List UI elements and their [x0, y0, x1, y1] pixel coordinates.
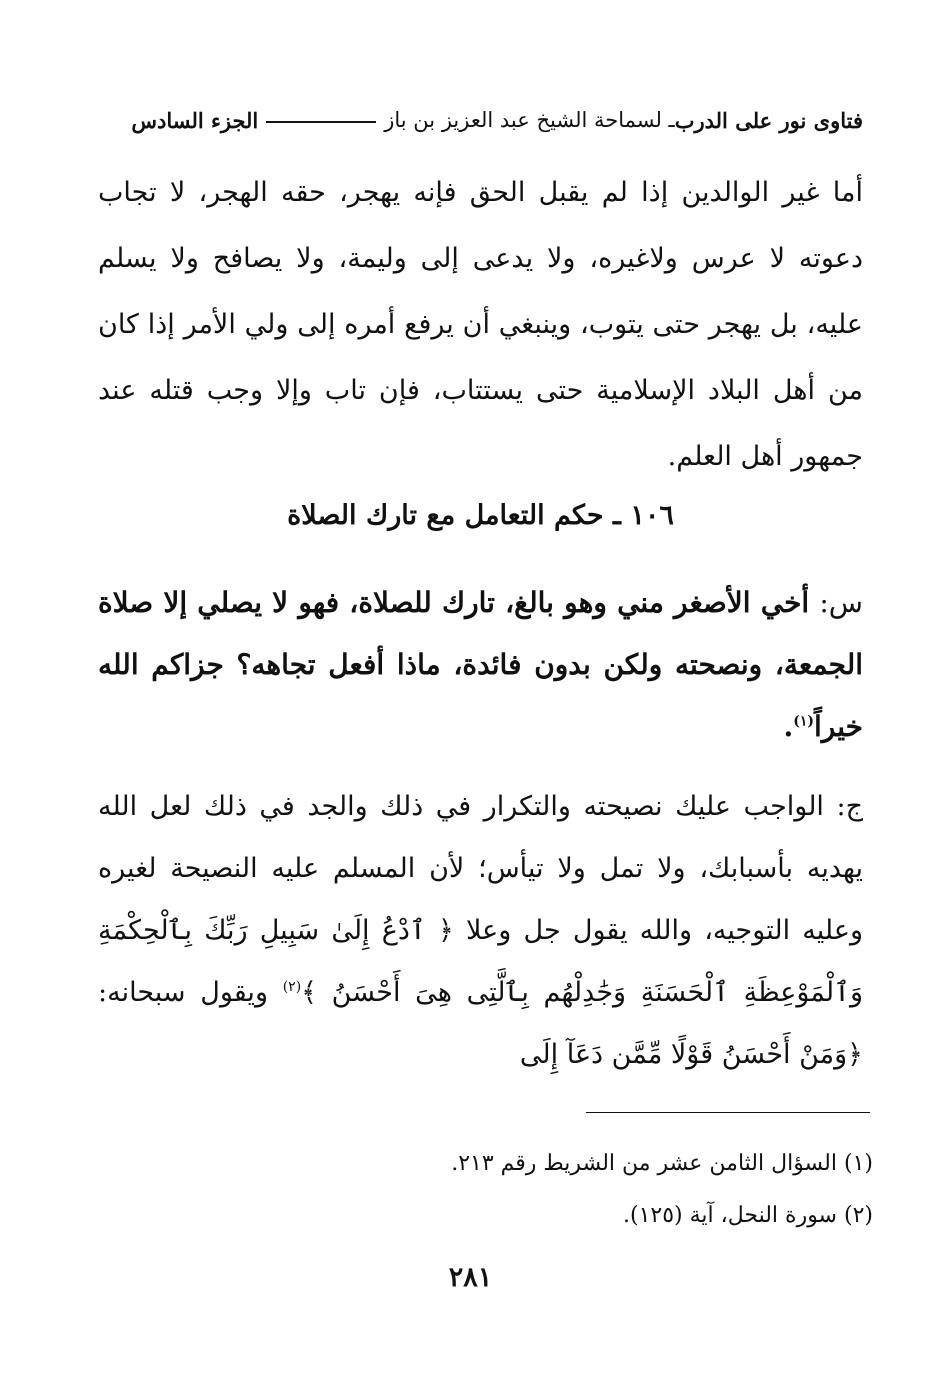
book-title: فتاوى نور على الدرب — [674, 107, 863, 133]
page-number: ٢٨١ — [448, 1262, 493, 1293]
answer-text: الواجب عليك نصيحته والتكرار في ذلك والجد في ذلك لعل الله يهديه بأسبابك، ولا تمل ولا تيأس؛ لأن المسلم عليه النصيحة لغيره وعليه التوجيه، والله يقول جل وعلا — [98, 791, 863, 946]
question-text: أخي الأصغر مني وهو بالغ، تارك للصلاة، فهو لا يصلي إلا صلاة الجمعة، ونصحته ولكن بدون فائدة، ماذا أفعل تجاهه؟ جزاكم الله خيراً — [98, 586, 863, 743]
volume-label: الجزء السادس — [131, 107, 259, 133]
question-end: . — [783, 710, 794, 743]
footnote-rule — [586, 1112, 870, 1113]
footnote-1: (١) السؤال الثامن عشر من الشريط رقم ٢١٣. — [451, 1151, 873, 1176]
section-title: ١٠٦ ـ حكم التعامل مع تارك الصلاة — [287, 500, 674, 531]
question-label: س: — [819, 586, 863, 619]
author-line: ـ لسماحة الشيخ عبد العزيز بن باز — [384, 108, 675, 132]
footnote-ref-1: (١) — [793, 713, 814, 730]
footnote-ref-2: (٢) — [282, 979, 302, 995]
question-paragraph — [98, 572, 863, 758]
header-rule — [266, 121, 376, 123]
answer-paragraph — [98, 776, 863, 1086]
footnotes — [98, 1138, 873, 1242]
quran-verse-2: ﴿وَمَنْ أَحْسَنُ قَوْلًا مِّمَّن دَعَآ إِلَى — [519, 1039, 863, 1070]
footnote-2: (٢) سورة النحل، آية (١٢٥). — [623, 1203, 873, 1228]
answer-text-2: ويقول سبحانه: — [98, 977, 268, 1008]
answer-label: ج: — [836, 791, 863, 822]
quran-verse-1: ﴿ ٱدْعُ إِلَىٰ سَبِيلِ رَبِّكَ بِٱلْحِكْمَةِ وَٱلْمَوْعِظَةِ ٱلْحَسَنَةِ وَجَٰدِلْهُم بِٱلَّتِى هِىَ أَحْسَنُ ﴾ — [98, 915, 863, 1008]
running-header — [98, 100, 863, 140]
paragraph-continuation: أما غير الوالدين إذا لم يقبل الحق فإنه يهجر، حقه الهجر، لا تجاب دعوته لا عرس ولاغيره، ولا يدعى إلى وليمة، ولا يصافح ولا يسلم عليه، بل يهجر حتى يتوب، وينبغي أن يرفع أمره إلى ولي الأمر إذا كان من أهل البلاد الإسلامية حتى يستتاب، فإن تاب وإلا وجب قتله عند جمهور أهل العلم. — [98, 177, 863, 472]
